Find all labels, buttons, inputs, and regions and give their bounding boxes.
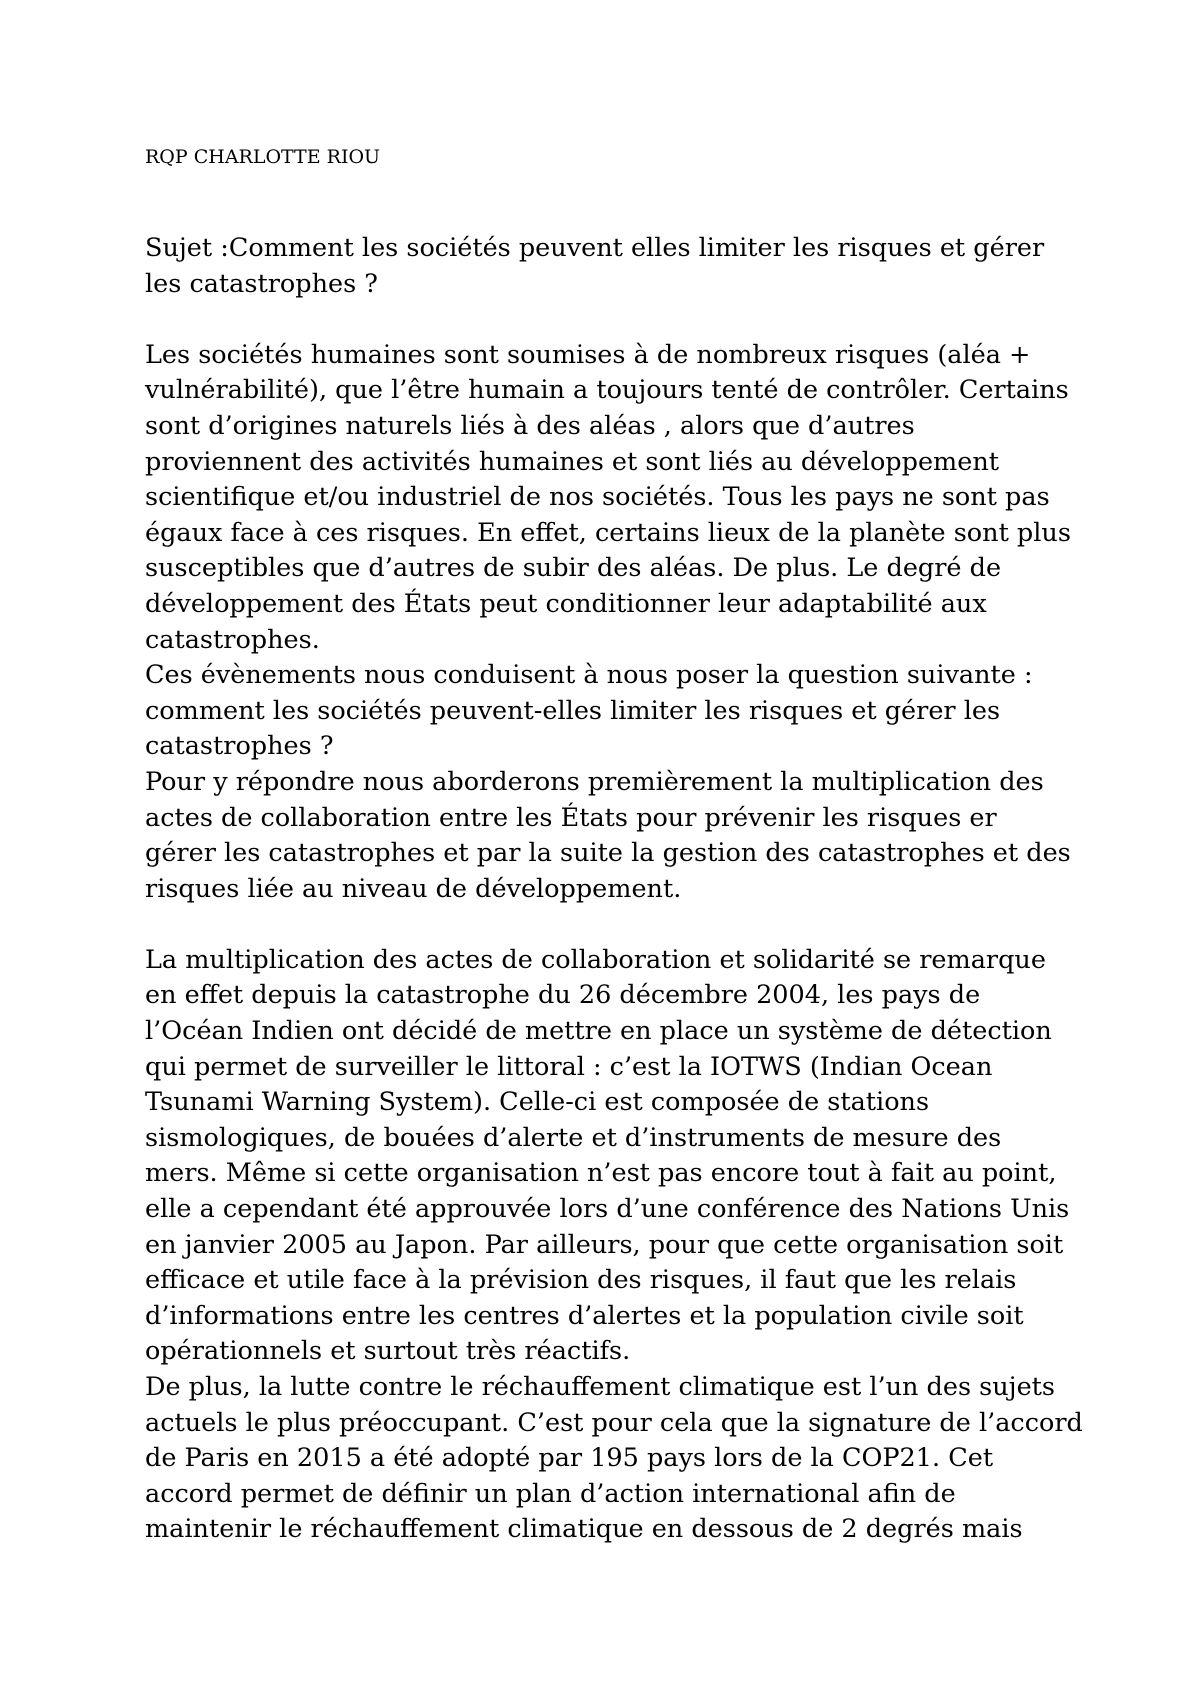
text-line: efficace et utile face à la prévision des risques, il faut que les relais (145, 1265, 1017, 1296)
text-line: d’informations entre les centres d’alertes et la population civile soit (145, 1300, 1024, 1331)
text-line: elle a cependant été approuvée lors d’une conférence des Nations Unis (145, 1194, 1070, 1225)
text-line: De plus, la lutte contre le réchauffement climatique est l’un des sujets (145, 1372, 1055, 1402)
introduction-paragraph (145, 338, 1105, 908)
text-line: opérationnels et surtout très réactifs. (145, 1336, 631, 1367)
text-line: susceptibles que d’autres de subir des aléas. De plus. Le degré de (145, 553, 1002, 584)
paragraph-spacer (145, 302, 1105, 338)
text-line: gérer les catastrophes et par la suite la gestion des catastrophes et des (145, 838, 1071, 869)
text-line: Pour y répondre nous aborderons premièrement la multiplication des (145, 766, 1044, 797)
text-line: sont d’origines naturels liés à des aléas , alors que d’autres (145, 410, 915, 441)
text-line: actuels le plus préoccupant. C’est pour cela que la signature de l’accord (145, 1407, 1083, 1438)
paragraph-spacer (145, 907, 1105, 943)
text-line: l’Océan Indien ont décidé de mettre en place un système de détection (145, 1016, 1052, 1047)
text-line: en janvier 2005 au Japon. Par ailleurs, pour que cette organisation soit (145, 1229, 1064, 1260)
text-line: qui permet de surveiller le littoral : c’est la IOTWS (Indian Ocean (145, 1051, 993, 1082)
text-line: égaux face à ces risques. En effet, certains lieux de la planète sont plus (145, 517, 1071, 548)
text-line: Les sociétés humaines sont soumises à de nombreux risques (aléa + (145, 339, 1031, 370)
text-line: sismologiques, de bouées d’alerte et d’instruments de mesure des (145, 1122, 1002, 1153)
text-line: catastrophes ? (145, 731, 334, 762)
text-line: les catastrophes ? (145, 268, 378, 299)
text-line: actes de collaboration entre les États pour prévenir les risques er (145, 802, 997, 833)
text-line: vulnérabilité), que l’être humain a toujours tenté de contrôler. Certains (145, 375, 1069, 406)
text-line: comment les sociétés peuvent-elles limiter les risques et gérer les (145, 695, 1001, 726)
text-line: accord permet de définir un plan d’action international afin de (145, 1478, 956, 1509)
subject-paragraph (145, 231, 1105, 302)
text-line: catastrophes. (145, 624, 320, 655)
text-line: développement des États peut conditionner leur adaptabilité aux (145, 588, 987, 619)
text-line: Tsunami Warning System). Celle-ci est composée de stations (145, 1087, 930, 1118)
part-one-paragraph (145, 943, 1105, 1548)
text-line: scientifique et/ou industriel de nos sociétés. Tous les pays ne sont pas (145, 482, 1050, 513)
text-line: en effet depuis la catastrophe du 26 décembre 2004, les pays de (145, 980, 981, 1011)
text-line: La multiplication des actes de collaboration et solidarité se remarque (145, 944, 1046, 975)
text-line: Ces évènements nous conduisent à nous poser la question suivante : (145, 660, 1033, 691)
text-line: mers. Même si cette organisation n’est pas encore tout à fait au point, (145, 1158, 1057, 1189)
essay-body (145, 231, 1105, 1548)
author-header: RQP CHARLOTTE RIOU (145, 146, 381, 168)
text-line: risques liée au niveau de développement. (145, 873, 682, 904)
text-line: maintenir le réchauffement climatique en dessous de 2 degrés mais (145, 1514, 1023, 1545)
text-line: de Paris en 2015 a été adopté par 195 pays lors de la COP21. Cet (145, 1443, 994, 1474)
text-line: proviennent des activités humaines et sont liés au développement (145, 446, 999, 477)
text-line: Sujet :Comment les sociétés peuvent elles limiter les risques et gérer (145, 233, 1045, 263)
